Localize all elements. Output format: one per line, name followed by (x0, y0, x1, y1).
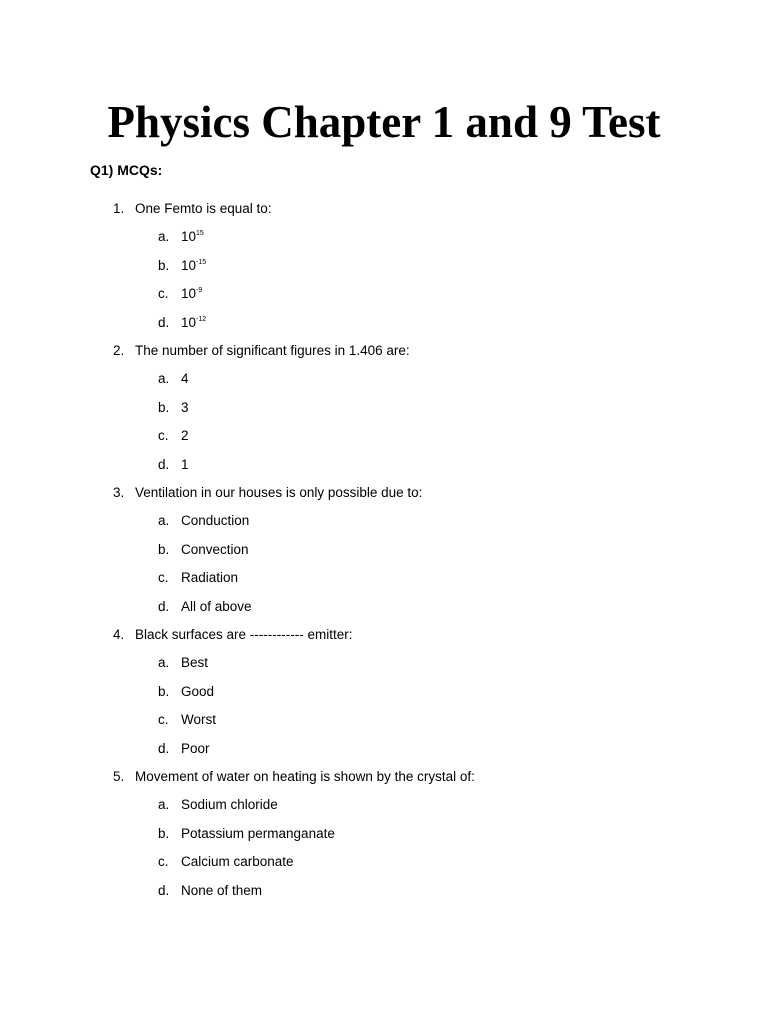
option-text: 2 (181, 428, 189, 444)
option-text: Radiation (181, 570, 239, 586)
option-text: 4 (181, 371, 189, 387)
question-number: 4. (113, 627, 125, 642)
option-text: $10^{-15}$ (181, 257, 207, 273)
question-text: Ventilation in our houses is only possible due to: (135, 485, 423, 500)
question-number: 5. (113, 769, 125, 784)
page-title: Physics Chapter 1 and 9 Test (107, 97, 661, 147)
option-text: Good (181, 683, 215, 699)
option-letter: d. (158, 740, 170, 756)
option-text: None of them (181, 882, 263, 898)
option-letter: a. (158, 229, 170, 245)
option-letter: d. (158, 882, 170, 898)
option-text: 3 (181, 399, 189, 415)
option-text: Sodium chloride (181, 797, 278, 813)
option-letter: b. (158, 825, 170, 841)
option-text: Best (181, 655, 209, 671)
option-text: $10^{-12}$ (181, 314, 207, 330)
option-text: All of above (181, 598, 252, 614)
option-exponent: -15 (196, 258, 207, 266)
option-exponent: -9 (196, 287, 203, 295)
option-text: Calcium carbonate (181, 854, 294, 870)
option-text: Conduction (181, 513, 250, 529)
option-text: 1 (181, 456, 189, 472)
question-text: The number of significant figures in 1.406 are: (135, 343, 410, 358)
option-letter: c. (158, 428, 169, 444)
question-text: One Femto is equal to: (135, 201, 272, 216)
option-letter: a. (158, 513, 170, 529)
option-text: $10^{-9}$ (181, 286, 203, 302)
option-letter: a. (158, 655, 170, 671)
option-exponent: 15 (196, 230, 204, 238)
question-text: Movement of water on heating is shown by the crystal of: (135, 769, 475, 784)
option-letter: c. (158, 712, 169, 728)
option-letter: b. (158, 683, 170, 699)
option-text: $10^{15}$ (181, 229, 204, 245)
option-text: Potassium permanganate (181, 825, 335, 841)
option-text: Convection (181, 541, 249, 557)
question-text: Black surfaces are ------------ emitter: (135, 627, 353, 642)
option-letter: d. (158, 314, 170, 330)
question-number: 2. (113, 343, 125, 358)
option-letter: b. (158, 541, 170, 557)
option-letter: c. (158, 286, 169, 302)
option-letter: a. (158, 371, 170, 387)
option-letter: d. (158, 456, 170, 472)
option-text: Poor (181, 740, 210, 756)
option-exponent: -12 (196, 315, 207, 323)
option-letter: c. (158, 570, 169, 586)
question-number: 1. (113, 201, 125, 216)
option-text: Worst (181, 712, 217, 728)
option-letter: b. (158, 399, 170, 415)
option-letter: b. (158, 257, 170, 273)
option-letter: a. (158, 797, 170, 813)
question-number: 3. (113, 485, 125, 500)
option-letter: c. (158, 854, 169, 870)
option-letter: d. (158, 598, 170, 614)
section-heading: Q1) MCQs: (90, 162, 163, 178)
